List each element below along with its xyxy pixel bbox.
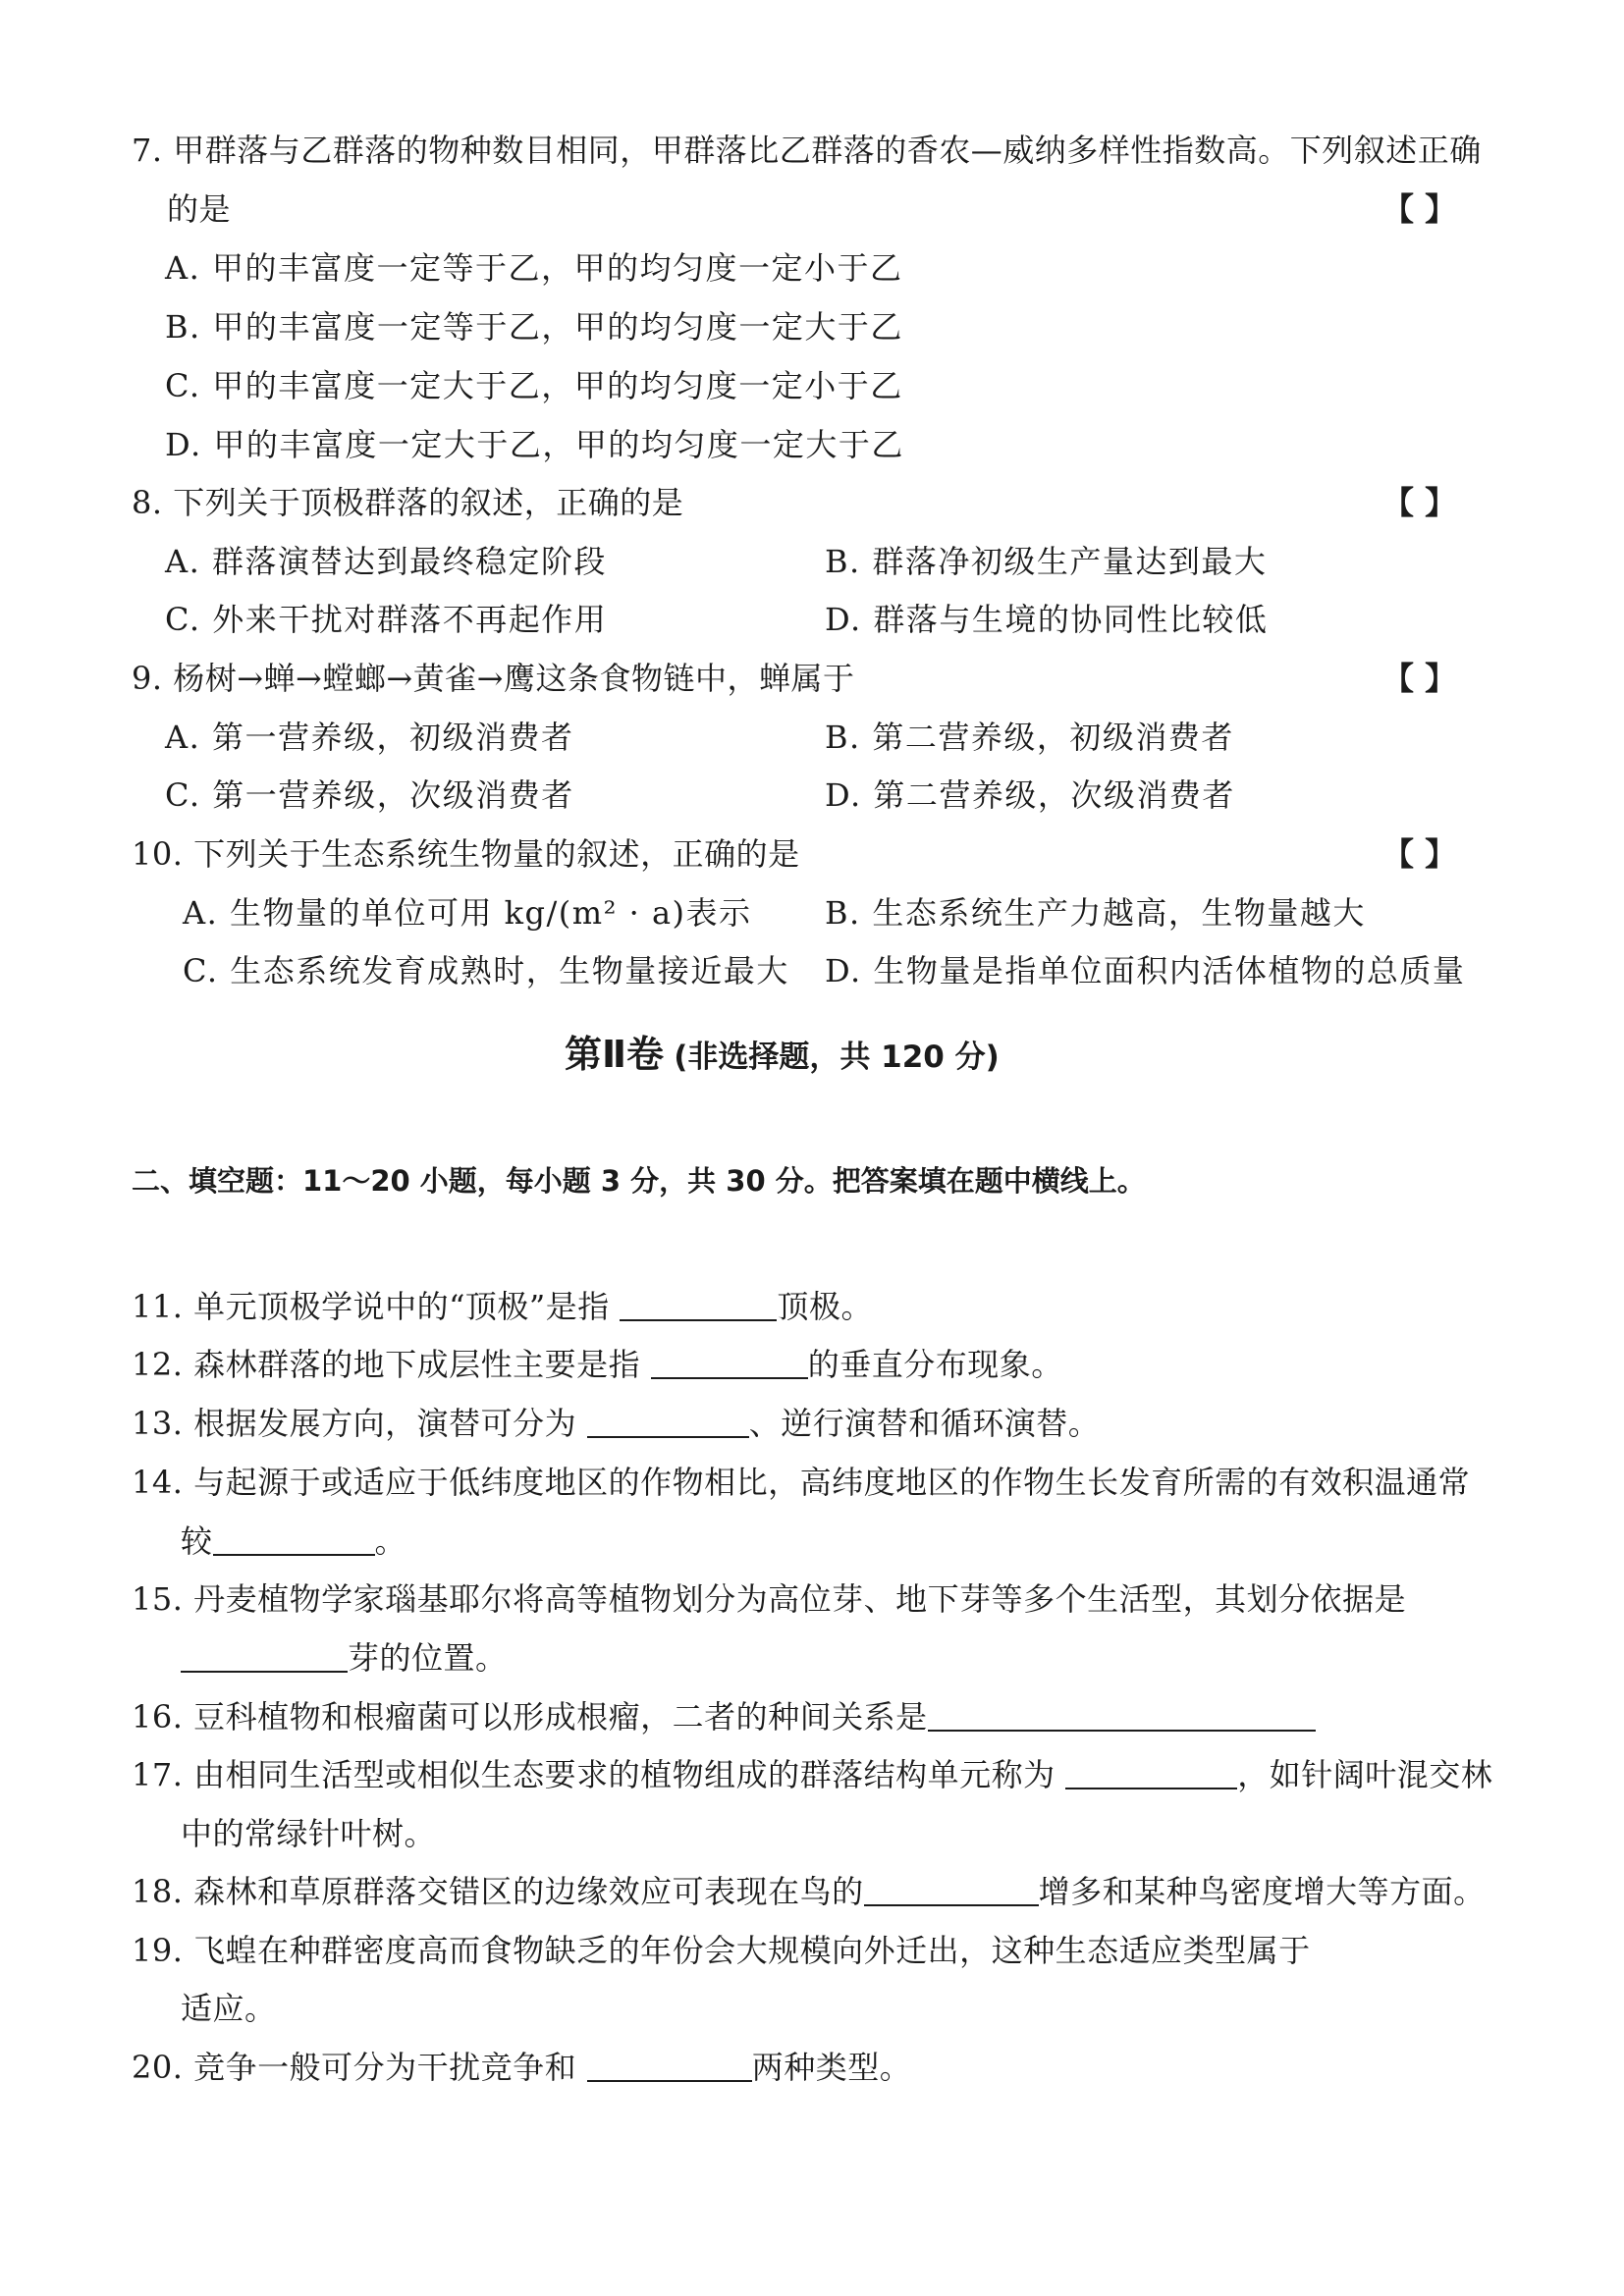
q8-option-c: C. 外来干扰对群落不再起作用 <box>165 601 608 638</box>
q7-stem-line2: 的是 <box>167 190 232 228</box>
q17-text-before: 17. 由相同生活型或相似生态要求的植物组成的群落结构单元称为 <box>132 1756 1066 1793</box>
q18-text-after: 增多和某种鸟密度增大等方面。 <box>1038 1873 1486 1910</box>
q7-stem-line1: 7. 甲群落与乙群落的物种数目相同，甲群落比乙群落的香农—威纳多样性指数高。下列叙述正确 <box>132 132 1482 169</box>
q8-stem: 8. 下列关于顶极群落的叙述，正确的是 <box>132 484 684 521</box>
q15-line2 <box>181 1637 508 1679</box>
q12-text-before: 12. 森林群落的地下成层性主要是指 <box>132 1346 651 1383</box>
q9-option-a: A. 第一营养级，初级消费者 <box>165 719 574 756</box>
q15-line1: 15. 丹麦植物学家瑙基耶尔将高等植物划分为高位芽、地下芽等多个生活型，其划分依据是 <box>132 1580 1407 1618</box>
section2-title <box>565 1031 1000 1081</box>
q14-line2 <box>181 1521 406 1562</box>
q9-option-c: C. 第一营养级，次级消费者 <box>165 776 574 814</box>
q10-option-a: A. 生物量的单位可用 kg/(m² · a)表示 <box>183 894 752 932</box>
section2-instruction: 二、填空题：11～20 小题，每小题 3 分，共 30 分。把答案填在题中横线上。 <box>132 1164 1146 1198</box>
q8-option-a: A. 群落演替达到最终稳定阶段 <box>165 543 607 580</box>
q10-answer-bracket: 【 】 <box>1382 835 1457 873</box>
section2-title-sub: (非选择题，共 120 分) <box>674 1040 1000 1075</box>
q16-text-before: 16. 豆科植物和根瘤菌可以形成根瘤，二者的种间关系是 <box>132 1698 928 1735</box>
q7-option-d: D. 甲的丰富度一定大于乙，甲的均匀度一定大于乙 <box>165 426 904 463</box>
q20-answer-blank[interactable] <box>587 2051 752 2082</box>
q9-stem: 9. 杨树→蝉→螳螂→黄雀→鹰这条食物链中，蝉属于 <box>132 660 855 697</box>
q15-answer-blank[interactable] <box>181 1641 348 1673</box>
q7-answer-bracket: 【 】 <box>1382 190 1457 228</box>
q8-answer-bracket: 【 】 <box>1382 484 1457 521</box>
q20 <box>132 2047 911 2088</box>
q19-line2: 适应。 <box>181 1990 277 2027</box>
q18 <box>132 1871 1486 1912</box>
q13 <box>132 1403 1100 1444</box>
q10-option-b: B. 生态系统生产力越高，生物量越大 <box>825 894 1366 932</box>
q7-option-b: B. 甲的丰富度一定等于乙，甲的均匀度一定大于乙 <box>165 308 903 346</box>
q11-text-before: 11. 单元顶极学说中的“顶极”是指 <box>132 1288 621 1325</box>
q17-text-after: ，如针阔叶混交林 <box>1237 1756 1493 1793</box>
q20-text-before: 20. 竞争一般可分为干扰竞争和 <box>132 2049 587 2086</box>
q16-answer-blank[interactable] <box>928 1700 1316 1732</box>
q7-option-a: A. 甲的丰富度一定等于乙，甲的均匀度一定小于乙 <box>165 249 903 287</box>
q18-answer-blank[interactable] <box>864 1875 1039 1906</box>
q8-option-d: D. 群落与生境的协同性比较低 <box>825 601 1269 638</box>
q13-text-before: 13. 根据发展方向，演替可分为 <box>132 1405 587 1442</box>
q14-answer-blank[interactable] <box>213 1524 375 1556</box>
q13-text-after: 、逆行演替和循环演替。 <box>748 1405 1101 1442</box>
section2-title-main: 第Ⅱ卷 <box>565 1033 665 1076</box>
q9-answer-bracket: 【 】 <box>1382 660 1457 697</box>
q14-text-before: 较 <box>181 1522 213 1560</box>
q10-option-c: C. 生态系统发育成熟时，生物量接近最大 <box>183 952 789 989</box>
q20-text-after: 两种类型。 <box>751 2049 912 2086</box>
q11-text-after: 顶极。 <box>777 1288 873 1325</box>
q17-line2: 中的常绿针叶树。 <box>181 1815 437 1852</box>
q12-text-after: 的垂直分布现象。 <box>807 1346 1063 1383</box>
q10-option-d: D. 生物量是指单位面积内活体植物的总质量 <box>825 952 1466 989</box>
q8-option-b: B. 群落净初级生产量达到最大 <box>825 543 1268 580</box>
q9-option-d: D. 第二营养级，次级消费者 <box>825 776 1235 814</box>
q9-option-b: B. 第二营养级，初级消费者 <box>825 719 1234 756</box>
q14-text-after: 。 <box>374 1522 407 1560</box>
q16 <box>132 1696 1316 1737</box>
q18-text-before: 18. 森林和草原群落交错区的边缘效应可表现在鸟的 <box>132 1873 864 1910</box>
q17-line1 <box>132 1754 1492 1795</box>
q11-answer-blank[interactable] <box>620 1290 777 1321</box>
q12 <box>132 1344 1063 1385</box>
q11 <box>132 1286 873 1327</box>
q14-line1: 14. 与起源于或适应于低纬度地区的作物相比，高纬度地区的作物生长发育所需的有效积温通常 <box>132 1464 1471 1501</box>
q12-answer-blank[interactable] <box>651 1348 808 1379</box>
q19-line1: 19. 飞蝗在种群密度高而食物缺乏的年份会大规模向外迁出，这种生态适应类型属于 <box>132 1932 1311 1969</box>
q17-answer-blank[interactable] <box>1065 1758 1237 1789</box>
q13-answer-blank[interactable] <box>587 1407 749 1438</box>
q15-text-after: 芽的位置。 <box>348 1639 508 1677</box>
q10-stem: 10. 下列关于生态系统生物量的叙述，正确的是 <box>132 835 800 873</box>
q7-option-c: C. 甲的丰富度一定大于乙，甲的均匀度一定小于乙 <box>165 367 903 404</box>
